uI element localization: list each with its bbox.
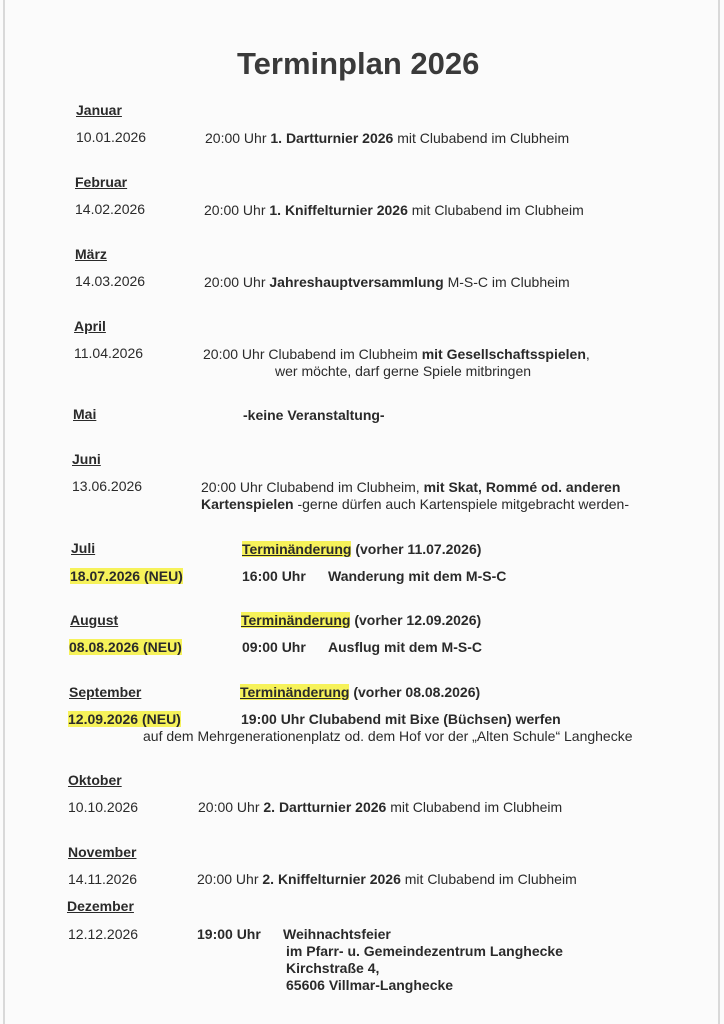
event-november-rest: mit Clubabend im Clubheim [404,871,577,887]
event-juni-text: 20:00 Uhr Clubabend im Clubheim, [201,479,420,495]
change-september [240,684,480,700]
event-april-text: 20:00 Uhr Clubabend im Clubheim [203,346,418,362]
event-juni-title: mit Skat, Rommé od. anderen [423,479,621,495]
date-april: 11.04.2026 [74,345,144,361]
time-februar: 20:00 Uhr [204,202,266,218]
month-april: April [74,318,106,334]
event-dezember-street: Kirchstraße 4, [286,960,380,976]
month-dezember: Dezember [67,898,134,914]
date-juli: 18.07.2026 (NEU) [70,568,183,584]
change-juli-label: Terminänderung [242,541,352,557]
change-september-label: Terminänderung [240,684,350,700]
month-maerz: März [75,246,107,262]
event-november [197,871,577,887]
month-oktober: Oktober [68,772,122,788]
event-januar-title: 1. Dartturnier 2026 [270,130,394,146]
event-oktober-title: 2. Dartturnier 2026 [263,799,387,815]
month-juni: Juni [72,451,101,467]
date-august: 08.08.2026 (NEU) [69,639,182,655]
month-september: September [69,684,142,700]
month-august: August [70,612,119,628]
event-juli: Wanderung mit dem M-S-C [328,568,507,584]
scan-edge-right [718,0,720,1024]
date-september: 12.09.2026 (NEU) [68,711,181,727]
page-title: Terminplan 2026 [237,46,480,81]
event-april-line2: wer möchte, darf gerne Spiele mitbringen [275,363,532,379]
event-juni-line2 [201,496,629,512]
month-februar: Februar [75,174,128,190]
change-september-prev: (vorher 08.08.2026) [353,684,481,700]
date-februar: 14.02.2026 [75,201,146,217]
change-juli-prev: (vorher 11.07.2026) [355,541,482,557]
date-maerz: 14.03.2026 [75,273,146,289]
event-april-comma: , [585,346,590,362]
event-januar-rest: mit Clubabend im Clubheim [397,130,570,146]
event-november-title: 2. Kniffelturnier 2026 [262,871,401,887]
date-juni: 13.06.2026 [72,478,143,494]
time-august: 09:00 Uhr [242,639,306,655]
time-juli: 16:00 Uhr [242,568,306,584]
date-november: 14.11.2026 [68,871,138,887]
time-oktober: 20:00 Uhr [198,799,260,815]
time-dezember: 19:00 Uhr [197,926,261,942]
event-februar-title: 1. Kniffelturnier 2026 [269,202,408,218]
event-februar [204,202,584,218]
event-januar [205,130,569,146]
event-august: Ausflug mit dem M-S-C [328,639,482,655]
date-januar: 10.01.2026 [76,129,147,145]
scan-edge-left [3,0,5,1024]
time-november: 20:00 Uhr [197,871,259,887]
event-dezember-city: 65606 Villmar-Langhecke [286,977,454,993]
month-november: November [68,844,137,860]
month-juli: Juli [71,540,96,556]
month-januar: Januar [76,102,122,118]
event-maerz-title: Jahreshauptversammlung [269,274,444,290]
event-juni [201,479,620,495]
change-juli [242,541,481,557]
date-dezember: 12.12.2026 [68,926,139,942]
event-mai: -keine Veranstaltung- [243,407,385,423]
event-maerz [204,274,570,290]
event-oktober [198,799,562,815]
change-august [241,612,481,628]
change-august-prev: (vorher 12.09.2026) [354,612,482,628]
event-april [203,346,590,362]
event-dezember-title: Weihnachtsfeier [283,926,391,942]
date-oktober: 10.10.2026 [68,799,139,815]
time-maerz: 20:00 Uhr [204,274,266,290]
event-april-title: mit Gesellschaftsspielen [421,346,586,362]
change-august-label: Terminänderung [241,612,351,628]
time-januar: 20:00 Uhr [205,130,267,146]
event-oktober-rest: mit Clubabend im Clubheim [390,799,563,815]
event-juni-rest: -gerne dürfen auch Kartenspiele mitgebracht werden- [297,496,630,512]
event-september: 19:00 Uhr Clubabend mit Bixe (Büchsen) werfen [241,711,561,727]
event-februar-rest: mit Clubabend im Clubheim [411,202,584,218]
event-maerz-rest: M-S-C im Clubheim [447,274,570,290]
month-mai: Mai [73,406,97,422]
event-dezember-location: im Pfarr- u. Gemeindezentrum Langhecke [286,943,563,959]
event-juni-title2: Kartenspielen [201,496,294,512]
event-september-line2: auf dem Mehrgenerationenplatz od. dem Hof vor der „Alten Schule“ Langhecke [143,728,633,744]
